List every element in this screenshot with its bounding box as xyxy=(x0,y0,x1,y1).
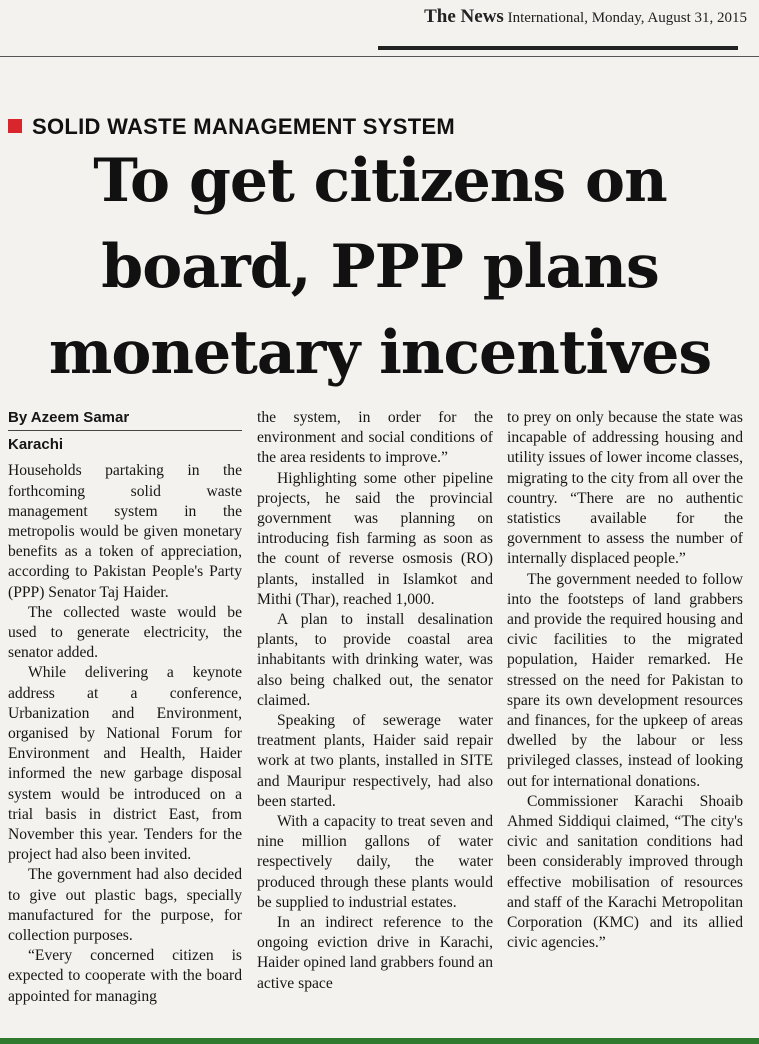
paragraph: Speaking of sewerage water treatment plants, Haider said repair work at two plants, installed in SITE and Mauripur respectively, had also been started. xyxy=(257,712,493,810)
paragraph: In an indirect reference to the ongoing eviction drive in Karachi, Haider opined land grabbers found an active space xyxy=(257,914,493,992)
kicker-text: SOLID WASTE MANAGEMENT SYSTEM xyxy=(32,114,456,139)
paragraph: Households partaking in the forthcoming solid waste management system in the metropolis would be given monetary benefits as a token of appreciation, according to Pakistan People's Party (PPP) Senator Taj Haider. xyxy=(8,462,242,601)
masthead-date: International, Monday, August 31, 2015 xyxy=(507,10,747,26)
section-kicker xyxy=(8,114,455,140)
headline-line-2: board, PPP plans xyxy=(101,232,659,302)
headline xyxy=(10,138,750,396)
article-column-1 xyxy=(8,408,242,1033)
dateline: Karachi xyxy=(8,436,64,454)
paragraph: The government had also decided to give out plastic bags, specially manufactured for the purpose, for collection purposes. xyxy=(8,866,242,945)
red-square-icon xyxy=(8,119,22,133)
paragraph: Commissioner Karachi Shoaib Ahmed Siddiqui claimed, “The city's civic and sanitation conditions had been considerably improved through effective mobilisation of resources and staff of the Karachi Metropolitan Corporation (KMC) and its allied civic agencies.” xyxy=(507,792,743,952)
headline-line-1: To get citizens on xyxy=(93,146,667,216)
paragraph: to prey on only because the state was incapable of addressing housing and utility issues of lower income classes, migrating to the city from all over the country. “There are no authentic statistics available for the government to assess the number of internally displaced people.” xyxy=(507,409,743,568)
paragraph: A plan to install desalination plants, to provide coastal area inhabitants with drinking water, was also being chalked out, the senator claimed. xyxy=(257,611,493,709)
paragraph: While delivering a keynote address at a conference, Urbanization and Environment, organised by National Forum for Environment and Health, Haider informed the new garbage disposal system would be introduced on a trial basis in district East, from November this year. Tenders for the project had also been invited. xyxy=(8,664,242,864)
paragraph: The government needed to follow into the footsteps of land grabbers and provide the required housing and civic facilities to the migrated population, Haider remarked. He stressed on the need for Pakistan to spare its own development resources and finances, for the upkeep of areas dwelled by the labour or less privileged classes, instead of looking out for international donations. xyxy=(507,570,743,790)
headline-line-3: monetary incentives xyxy=(48,318,712,388)
paragraph: With a capacity to treat seven and nine million gallons of water respectively daily, the water produced through these plants would be supplied to industrial estates. xyxy=(257,813,493,911)
masthead-paper-name: The News xyxy=(424,6,504,27)
footer-bar xyxy=(0,1038,759,1044)
masthead xyxy=(424,6,747,28)
masthead-rule xyxy=(378,46,738,50)
paragraph: the system, in order for the environment and social conditions of the area residents to improve.” xyxy=(257,409,493,467)
article-column-2 xyxy=(257,408,493,1033)
paragraph: “Every concerned citizen is expected to cooperate with the board appointed for managing xyxy=(8,947,242,1005)
page-rule xyxy=(0,56,759,57)
paragraph: Highlighting some other pipeline projects, he said the provincial government was planning on introducing fish farming as soon as the count of reverse osmosis (RO) plants, installed in Islamkot and Mithi (Thar), reached 1,000. xyxy=(257,469,493,608)
paragraph: The collected waste would be used to generate electricity, the senator added. xyxy=(8,603,242,662)
byline: By Azeem Samar xyxy=(8,408,242,431)
article-column-3 xyxy=(507,408,743,1033)
